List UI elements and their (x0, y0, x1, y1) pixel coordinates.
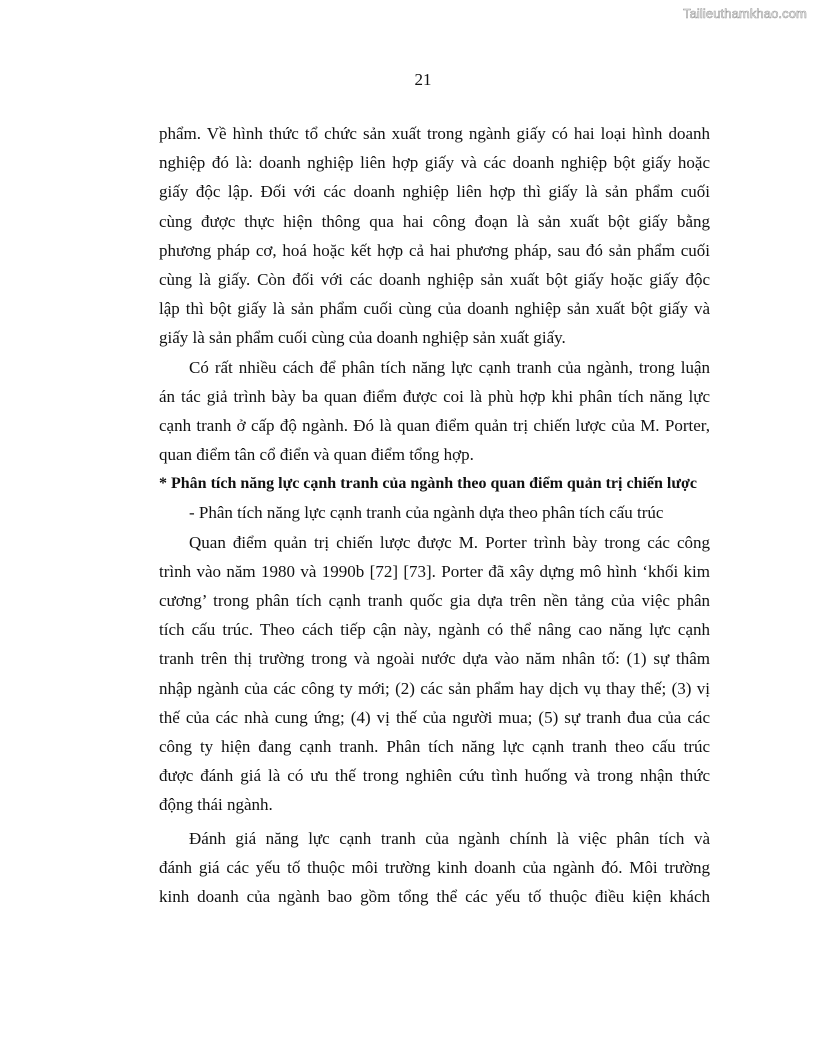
text-line: phẩm. Về hình thức tổ chức sản xuất trong ngành giấy có hai loại hình doanh (159, 124, 710, 143)
paragraph-1 (159, 119, 710, 353)
text-line: kinh doanh của ngành bao gồm tổng thể các yếu tố thuộc điều kiện khách (159, 887, 710, 907)
section-heading: * Phân tích năng lực cạnh tranh của ngành theo quan điểm quản trị chiến lược (159, 475, 697, 493)
page-number: 21 (414, 70, 432, 89)
paragraph-4 (159, 824, 710, 912)
paragraph-3 (159, 528, 710, 820)
text-line: quan điểm tân cổ điển và quan điểm tổng hợp. (159, 445, 474, 465)
body-text (159, 119, 710, 911)
text-line: Có rất nhiều cách để phân tích năng lực cạnh tranh của ngành, trong luận (189, 357, 710, 377)
text-line: tích cấu trúc. Theo cách tiếp cận này, ngành có thể nâng cao năng lực cạnh (159, 620, 710, 640)
text-line: nghiệp đó là: doanh nghiệp liên hợp giấy và các doanh nghiệp bột giấy hoặc (159, 153, 710, 173)
text-line: giấy độc lập. Đối với các doanh nghiệp liên hợp thì giấy là sản phẩm cuối (159, 182, 710, 202)
text-line: đánh giá các yếu tố thuộc môi trường kinh doanh của ngành đó. Môi trường (159, 857, 710, 877)
text-line: nhập ngành của các công ty mới; (2) các sản phẩm hay dịch vụ thay thế; (3) vị (159, 678, 710, 698)
text-line: phương pháp cơ, hoá hoặc kết hợp cả hai phương pháp, sau đó sản phẩm cuối (159, 240, 710, 260)
text-line: cạnh tranh ở cấp độ ngành. Đó là quan điểm quản trị chiến lược của M. Porter, (159, 416, 710, 436)
text-line: động thái ngành. (159, 795, 273, 815)
paragraph-2 (159, 353, 710, 470)
text-line: được đánh giá là có ưu thế trong nghiên cứu tình huống và trong nhận thức (159, 766, 710, 786)
text-line: giấy là sản phẩm cuối cùng của doanh nghiệp sản xuất giấy. (159, 328, 566, 348)
text-line: án tác giả trình bày ba quan điểm được coi là phù hợp khi phân tích năng lực (159, 386, 710, 406)
text-line: cùng là giấy. Còn đối với các doanh nghiệp sản xuất bột giấy hoặc giấy độc (159, 270, 710, 290)
text-line: công ty hiện đang cạnh tranh. Phân tích năng lực cạnh tranh theo cấu trúc (159, 737, 710, 757)
text-line: Quan điểm quản trị chiến lược được M. Porter trình bày trong các công (189, 532, 710, 552)
text-line: Đánh giá năng lực cạnh tranh của ngành chính là việc phân tích và (189, 828, 710, 848)
watermark-text: Tailieuthamkhao.com (682, 6, 807, 21)
text-line: cùng được thực hiện thông qua hai công đoạn là sản xuất bột giấy bằng (159, 211, 710, 231)
text-line: cương’ trong phân tích cạnh tranh quốc gia dựa trên nền tảng của việc phân (159, 591, 710, 611)
text-line: trình vào năm 1980 và 1990b [72] [73]. Porter đã xây dựng mô hình ‘khối kim (159, 561, 710, 581)
text-line: lập thì bột giấy là sản phẩm cuối cùng của doanh nghiệp sản xuất bột giấy và (159, 299, 710, 319)
subsection-heading: - Phân tích năng lực cạnh tranh của ngành dựa theo phân tích cấu trúc (189, 503, 664, 523)
text-line: thế của các nhà cung ứng; (4) vị thế của người mua; (5) sự tranh đua của các (159, 707, 710, 727)
text-line: tranh trên thị trường trong và ngoài nước dựa vào năm nhân tố: (1) sự thâm (159, 649, 710, 669)
